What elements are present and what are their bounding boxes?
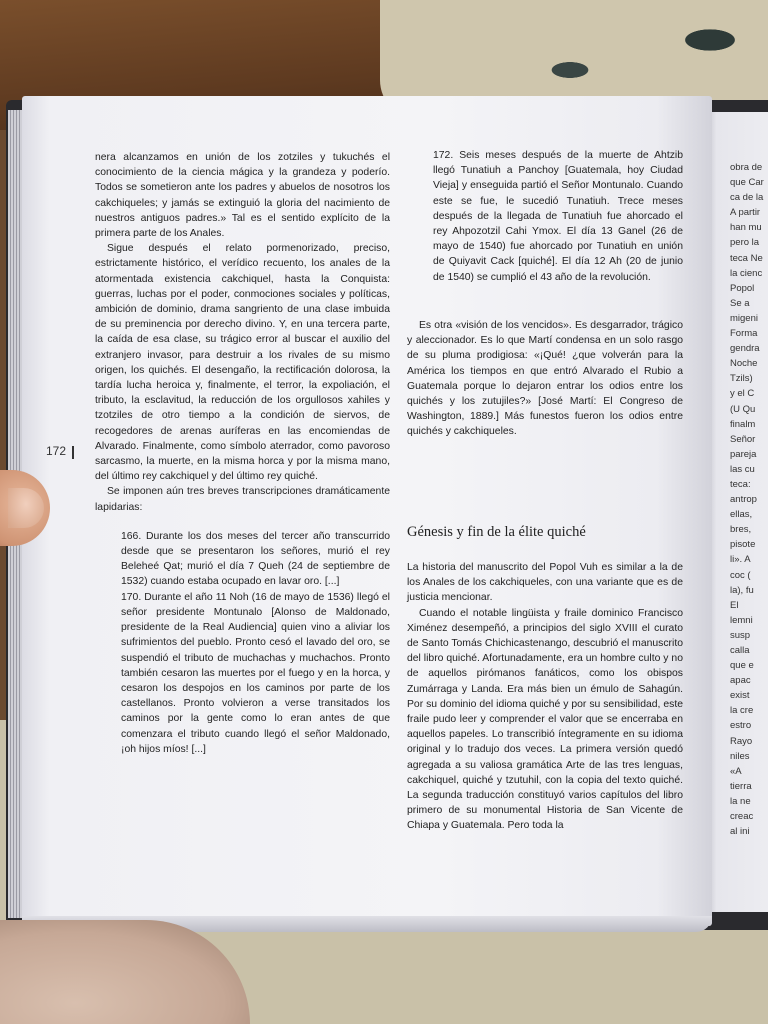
page-number: 172 xyxy=(46,444,67,458)
facing-page-line: ellas, xyxy=(730,509,753,521)
facing-page-line: antrop xyxy=(730,494,757,506)
facing-page-line: pareja xyxy=(730,448,757,460)
quotation: 170. Durante el año 11 Noh (16 de mayo de 1536) llegó el señor presidente Montunalo [Alonso de Maldonado, presidente de la Real Audiencia] quien vino a aliviar los sufrimientos del pueblo. Pronto cesó el lavado del oro, se suspendió el tributo de muchachas y muchachos. Pronto también cesaron las muertes por el fuego y en la horca, y cesaron los despojos en los caminos por parte de los castellanos. Pronto volvieron a verse transitados los caminos por la gente como lo eran antes de que comenzara el tributo cuando llegó el señor Maldonado, ¡oh hijos míos! [...] xyxy=(121,591,390,755)
paragraph: Cuando el notable lingüista y fraile dominico Francisco Ximénez desempeñó, a principios del siglo XVIII el curato de Santo Tomás Chichicastenango, descubrió el manuscrito del libro quiché. Afortunadamente, era un hombre culto y no de aquellos pirómanos fanáticos, como los obispos Zumárraga y Landa. Era más bien un émulo de Sahagún. Por su dominio del idioma quiché y por su sensibilidad, este fraile pudo leer y comprender el valor que se encerraba en aquellos papeles. Lo transcribió íntegramente en su idioma original y lo tradujo dos veces. La primera versión quedó agregada a su valiosa gramática Arte de las tres lenguas, cakchiquel, quiché y tzutuhil, con la copia del texto quiché. La segunda traducción constituyó varios capítulos del libro primero de su monumental Historia de San Vicente de Chiapa y Guatemala. Pero toda la xyxy=(407,607,683,832)
facing-page-line: Señor xyxy=(730,433,756,445)
left-text-column xyxy=(95,150,390,757)
facing-page-line: niles xyxy=(730,750,750,762)
right-quotation: 172. Seis meses después de la muerte de Ahtzib llegó Tunatiuh a Panchoy [Guatemala, hoy Ciudad Vieja] y enseguida partió el Señor Montunalo. Cuando este se fue, le sucedió Tunatiuh. Trece meses después de la llegada de Tunatiuh fue ahorcado el rey Ahpozotzil Cahi Ymox. El día 13 Ganel (26 de mayo de 1540) fue ahorcado por Tunatiuh en unión de Quiyavit Cack [quiché]. El día 12 Ah (20 de junio de 1540) se cumplió el 43 año de la revolución. xyxy=(433,150,683,283)
facing-page-line: gendra xyxy=(730,343,760,355)
facing-page-line: migeni xyxy=(730,312,758,324)
facing-page-line: (U Qu xyxy=(730,403,756,415)
facing-page-line: «A xyxy=(730,765,742,777)
page-number-bar xyxy=(72,446,74,459)
facing-page-line: estro xyxy=(730,720,752,732)
paragraph: La historia del manuscrito del Popol Vuh es similar a la de los Anales de los cakchiqueles, con una variante que es de justicia mencionar. xyxy=(407,562,683,604)
facing-page-line: bres, xyxy=(730,524,752,536)
facing-page-line: Se a xyxy=(730,297,750,309)
facing-page-line: li». A xyxy=(730,554,751,566)
facing-page-line: exist xyxy=(730,690,750,702)
right-bottom-column xyxy=(407,560,683,834)
facing-page-line: calla xyxy=(730,645,750,656)
facing-page-line: ca de la xyxy=(730,192,764,204)
facing-page-line: Noche xyxy=(730,358,758,370)
facing-page-line: teca: xyxy=(730,478,751,490)
facing-page-line: coc ( xyxy=(730,569,751,581)
facing-page-line: la ne xyxy=(730,795,751,807)
facing-page-line: y el C xyxy=(730,388,755,400)
facing-page-line: tierra xyxy=(730,780,752,792)
facing-page-line: pisote xyxy=(730,539,756,551)
facing-page-text xyxy=(730,160,768,839)
facing-page-line: lemni xyxy=(730,614,753,626)
facing-page-line: creac xyxy=(730,811,754,823)
quotation: 166. Durante los dos meses del tercer año transcurrido desde que se presentaron los señores, murió el rey Beleheé Qat; murió el día 7 Queh (24 de septiembre de 1532) cuando estaba ocupado en lavar oro. [...] xyxy=(121,530,390,588)
facing-page-line: A partir xyxy=(730,207,761,219)
facing-page-line: El xyxy=(730,599,739,611)
facing-page-line: obra de xyxy=(730,162,763,173)
facing-page-line: apac xyxy=(730,675,751,687)
facing-page-line: Tzils) xyxy=(730,373,753,385)
facing-page-line: la), fu xyxy=(730,584,754,596)
right-paragraph: Es otra «visión de los vencidos». Es desgarrador, trágico y aleccionador. Es lo que Martí condensa en un solo rasgo de su pluma prodigiosa: «¡Qué! ¿que volverán para la América los tiempos en que entró Alvarado el Rubio a Guatemala porque lo dejaron entrar los odios entre los quichés y los zutujiles?» [José Martí: El Congreso de Washington, 1889.] Más funestos fueron los odios entre quichés y cakchiqueles. xyxy=(407,320,683,438)
facing-page-line: al ini xyxy=(730,826,750,838)
facing-page-line: teca Ne xyxy=(730,252,763,264)
paragraph: Sigue después el relato pormenorizado, preciso, estrictamente histórico, el verídico recuento, los anales de la atormentada existencia cakchiquel, hasta la Conquista: guerras, luchas por el poder, conmociones sociales y políticas, ambición de dominio, drama sangriento de una clase imbuida de su preminencia por derecho divino. Y, en una tercera parte, la caída de esa clase, su trágico error al buscar el auxilio del extranjero invasor, para destruir a los rivales de su mismo origen, los quichés. El desengaño, la rectificación dolorosa, la tardía lucha heroica y, finalmente, el terror, la expoliación, el tributo, la esclavitud, la reducción de los orgullosos xahiles y tzotziles de otro tiempo a la condición de siervos, de recogedores de arenas auríferas en las encomiendas de Alvarado. Finalmente, como símbolo aterrador, como pavoroso sarcasmo, la muerte, en la misma horca y por la misma mano, del último rey cakchiquel y del último rey quiché. xyxy=(95,243,390,483)
facing-page-line: susp xyxy=(730,629,751,641)
facing-page-line: que Car xyxy=(730,177,764,189)
facing-page-line: la cre xyxy=(730,705,754,717)
facing-page-line: Forma xyxy=(730,328,758,340)
facing-page-line: que e xyxy=(730,660,754,672)
paragraph: Se imponen aún tres breves transcripciones dramáticamente lapidarias: xyxy=(95,486,390,513)
section-heading: Génesis y fin de la élite quiché xyxy=(407,524,586,540)
facing-page-line: han mu xyxy=(730,222,762,234)
facing-page-line: pero la xyxy=(730,237,760,249)
facing-page-line: finalm xyxy=(730,418,756,430)
facing-page-line: la cienc xyxy=(730,267,763,279)
facing-page-line: las cu xyxy=(730,463,755,475)
facing-page-line: Rayo xyxy=(730,735,753,747)
facing-page-line: Popol xyxy=(730,282,755,294)
paragraph: nera alcanzamos en unión de los zotziles y tukuchés el conocimiento de la ciencia mágica y la grandeza y poderío. Todos se sometieron ante los padres y abuelos de nosotros los cakchiqueles; y jamás se extinguió la gloria del nacimiento de nuestros antiguos padres.» Tal es el sentido explícito de la primera parte de los Anales. xyxy=(95,152,390,240)
